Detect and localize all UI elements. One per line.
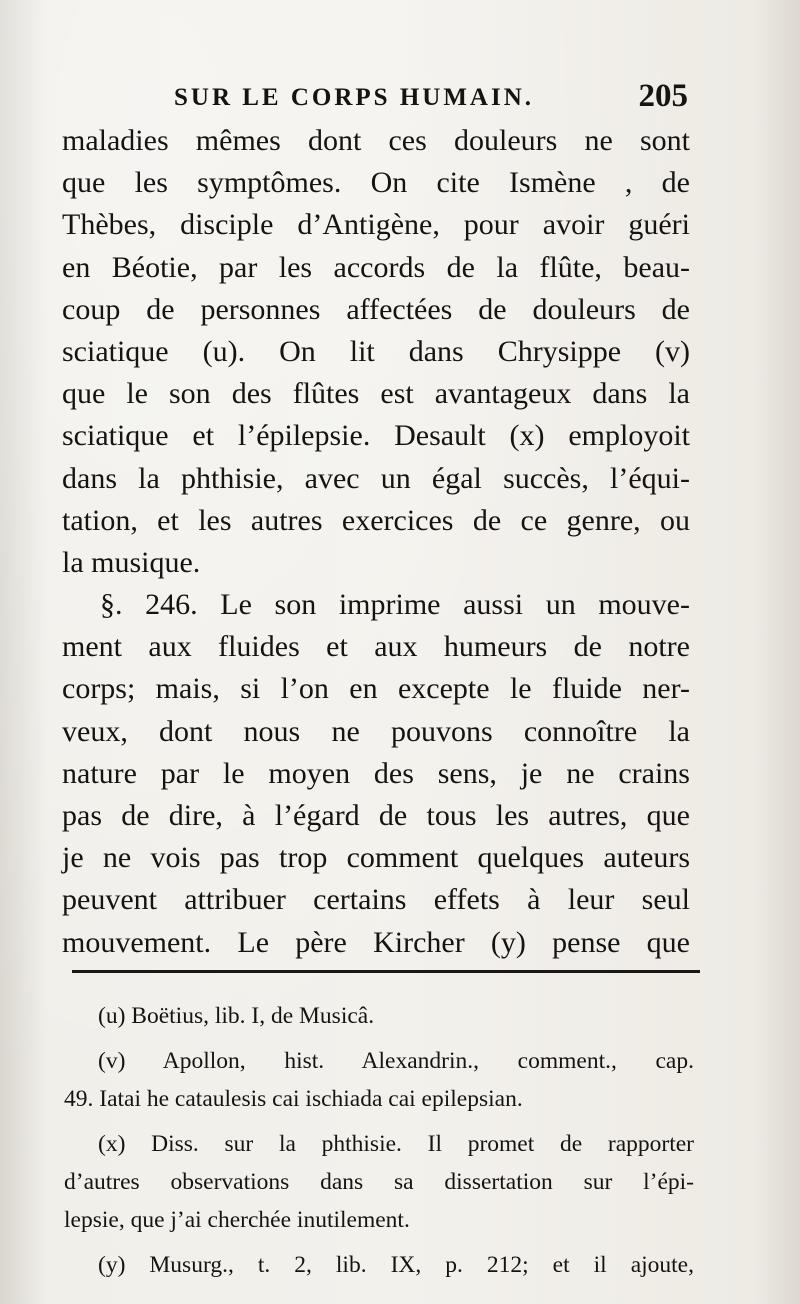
text-line: dans la phthisie, avec un égal succès, l’équi- bbox=[62, 461, 690, 495]
footnotes bbox=[64, 997, 694, 1284]
text-line: peuvent attribuer certains effets à leur seul bbox=[62, 883, 690, 917]
text-line: ment aux fluides et aux humeurs de notre bbox=[62, 630, 690, 664]
text-line: la musique. bbox=[62, 545, 201, 579]
footnote-y bbox=[64, 1246, 694, 1284]
footnote-line: lepsie, que j’ai cherchée inutilement. bbox=[64, 1207, 410, 1233]
footnote-u bbox=[64, 997, 694, 1035]
footnote-line: d’autres observations dans sa dissertation sur l’épi- bbox=[64, 1169, 694, 1195]
running-head: SUR LE CORPS HUMAIN. bbox=[174, 84, 535, 111]
text-line: que le son des flûtes est avantageux dans la bbox=[62, 377, 690, 411]
text-line: corps; mais, si l’on en excepte le fluide ner- bbox=[62, 672, 690, 706]
footnote-v bbox=[64, 1042, 694, 1118]
text-line: pas de dire, à l’égard de tous les autres, que bbox=[62, 799, 690, 832]
footnote-line: 49. Iatai he cataulesis cai ischiada cai epilepsian. bbox=[64, 1086, 523, 1112]
page-header bbox=[62, 78, 688, 122]
text-line: Thèbes, disciple d’Antigène, pour avoir guéri bbox=[62, 208, 690, 242]
text-line: nature par le moyen des sens, je ne crains bbox=[62, 756, 690, 790]
footnote-line: (x) Diss. sur la phthisie. Il promet de rapporter bbox=[98, 1131, 694, 1157]
page-number: 205 bbox=[638, 78, 688, 114]
footnote-line: (y) Musurg., t. 2, lib. IX, p. 212; et il ajoute, bbox=[98, 1252, 694, 1278]
text-line: tation, et les autres exercices de ce genre, ou bbox=[62, 503, 690, 537]
body-text bbox=[62, 120, 690, 964]
text-line: veux, dont nous ne pouvons connoître la bbox=[62, 714, 690, 748]
text-line: en Béotie, par les accords de la flûte, beau- bbox=[62, 250, 690, 284]
text-line: maladies mêmes dont ces douleurs ne sont bbox=[62, 124, 690, 157]
text-line: je ne vois pas trop comment quelques auteurs bbox=[62, 841, 690, 875]
text-line: sciatique (u). On lit dans Chrysippe (v) bbox=[62, 334, 690, 368]
text-line: que les symptômes. On cite Ismène , de bbox=[62, 166, 690, 200]
section-heading-line: §. 246. Le son imprime aussi un mouve- bbox=[100, 588, 690, 622]
text-line: coup de personnes affectées de douleurs de bbox=[62, 292, 690, 326]
footnote-x bbox=[64, 1125, 694, 1239]
footnote-rule bbox=[72, 970, 700, 973]
footnote-line: (v) Apollon, hist. Alexandrin., comment., cap. bbox=[98, 1048, 694, 1074]
footnote-line: (u) Boëtius, lib. I, de Musicâ. bbox=[98, 1003, 375, 1029]
text-line: mouvement. Le père Kircher (y) pense que bbox=[62, 925, 690, 959]
text-line: sciatique et l’épilepsie. Desault (x) employoit bbox=[62, 419, 690, 453]
